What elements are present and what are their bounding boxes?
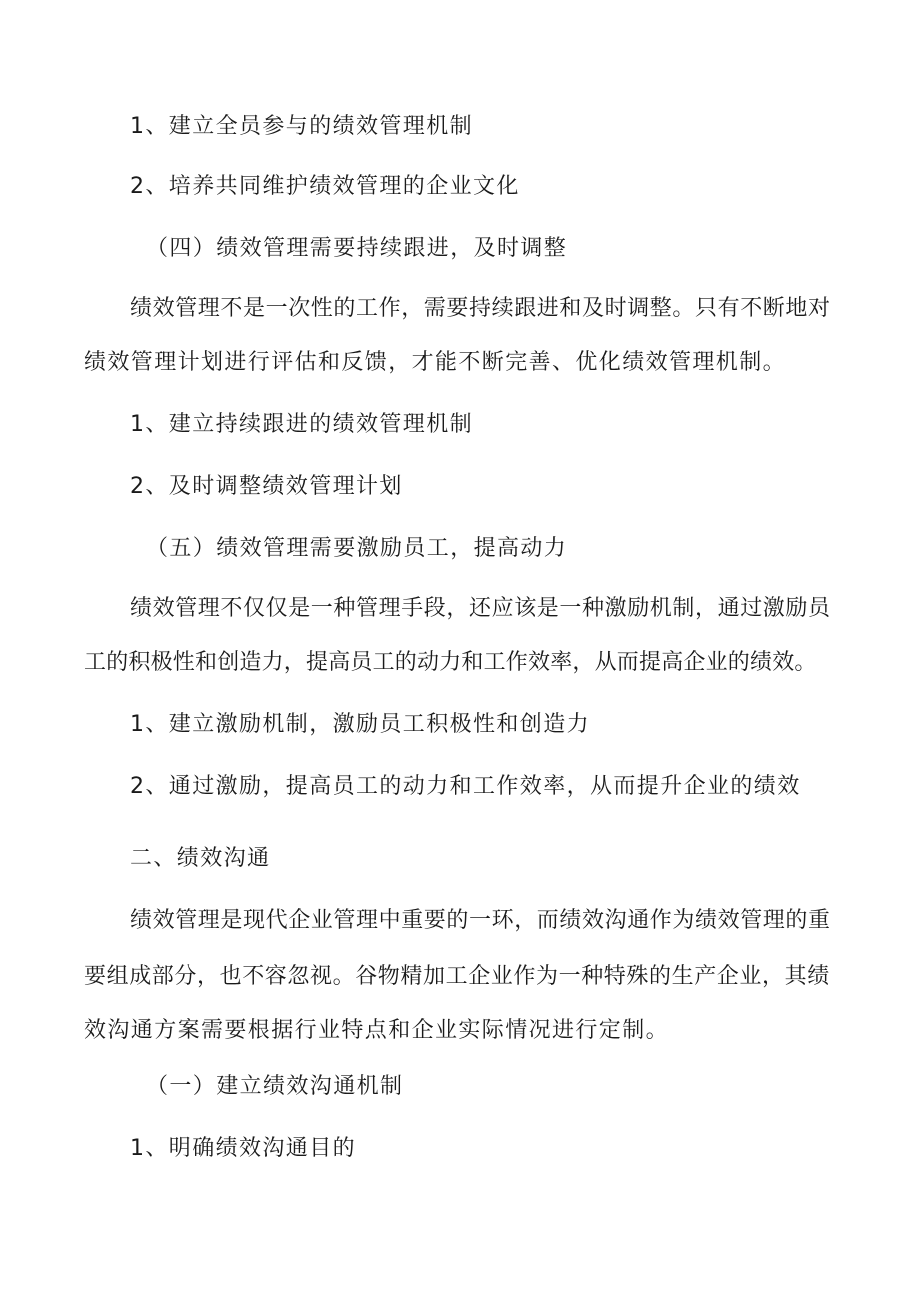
paragraph-line: 绩效管理不仅仅是一种管理手段，还应该是一种激励机制，通过激励员 xyxy=(130,596,831,621)
paragraph-line: 要组成部分，也不容忽视。谷物精加工企业作为一种特殊的生产企业，其绩 xyxy=(84,964,830,989)
list-item: 1、明确绩效沟通目的 xyxy=(130,1136,356,1161)
list-item: 1、建立持续跟进的绩效管理机制 xyxy=(130,412,473,437)
chapter-heading: 二、绩效沟通 xyxy=(130,846,271,871)
list-item: 2、通过激励，提高员工的动力和工作效率，从而提升企业的绩效 xyxy=(130,774,801,799)
list-item: 2、及时调整绩效管理计划 xyxy=(130,474,403,499)
section-heading: （五）绩效管理需要激励员工，提高动力 xyxy=(146,536,568,561)
list-item: 1、建立激励机制，激励员工积极性和创造力 xyxy=(130,712,590,737)
paragraph-line: 绩效管理不是一次性的工作，需要持续跟进和及时调整。只有不断地对 xyxy=(130,296,831,321)
section-heading: （一）建立绩效沟通机制 xyxy=(146,1074,404,1099)
paragraph-line: 绩效管理是现代企业管理中重要的一环，而绩效沟通作为绩效管理的重 xyxy=(130,908,831,933)
section-heading: （四）绩效管理需要持续跟进，及时调整 xyxy=(146,236,568,261)
list-item: 2、培养共同维护绩效管理的企业文化 xyxy=(130,174,520,199)
paragraph-line: 效沟通方案需要根据行业特点和企业实际情况进行定制。 xyxy=(84,1018,670,1043)
paragraph-line: 工的积极性和创造力，提高员工的动力和工作效率，从而提高企业的绩效。 xyxy=(84,650,817,675)
list-item: 1、建立全员参与的绩效管理机制 xyxy=(130,114,473,139)
paragraph-line: 绩效管理计划进行评估和反馈，才能不断完善、优化绩效管理机制。 xyxy=(84,350,787,375)
